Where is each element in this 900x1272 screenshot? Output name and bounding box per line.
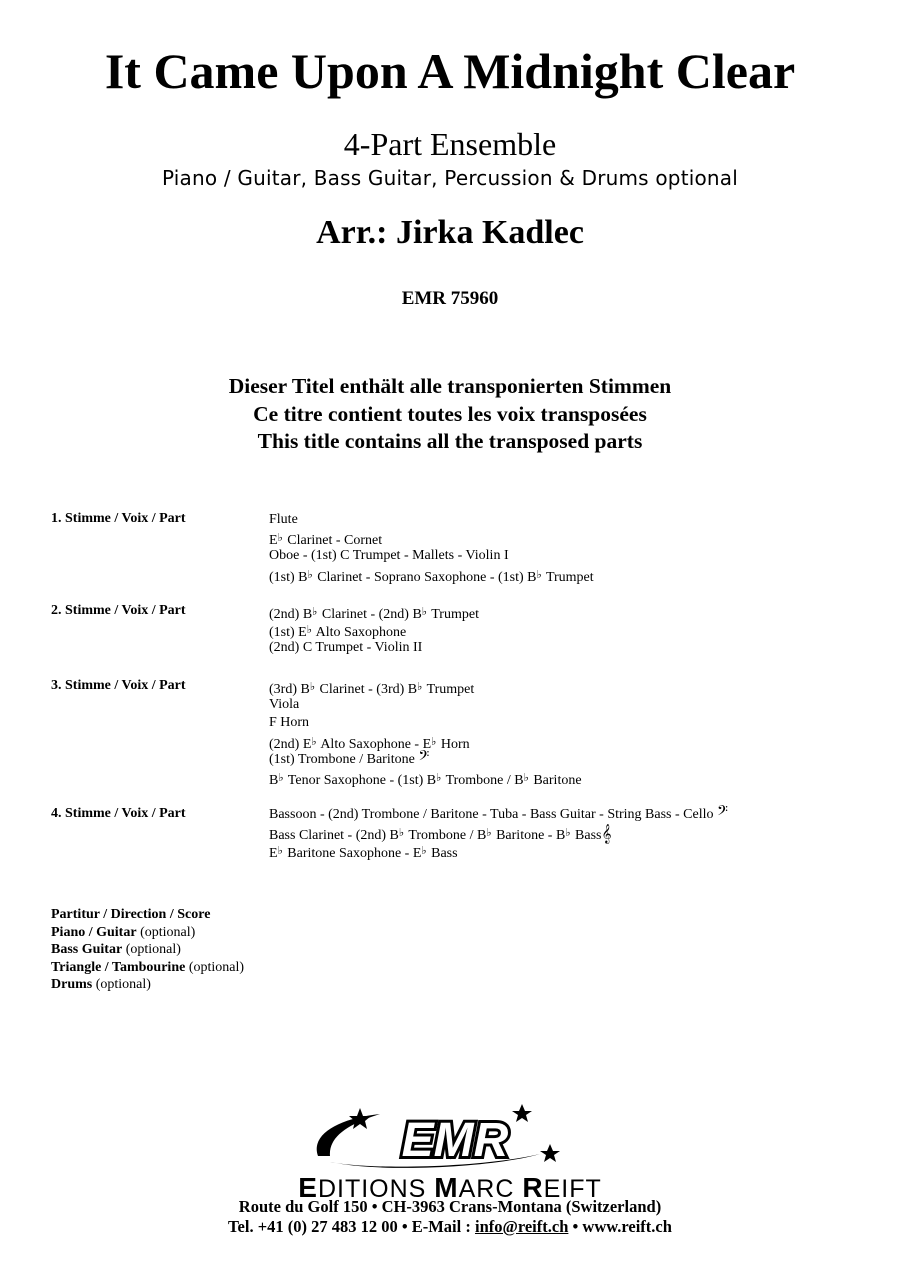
- logo-wordmark: EMR: [401, 1114, 509, 1167]
- logo-swoosh-left: [317, 1114, 380, 1156]
- instrument-line: [269, 511, 594, 529]
- instrument-line: [269, 566, 594, 584]
- flat-sign: ♭: [565, 827, 571, 840]
- flat-sign: ♭: [307, 568, 313, 581]
- part-label: 2. Stimme / Voix / Part: [51, 603, 186, 618]
- catalog-number: EMR 75960: [401, 288, 499, 309]
- part-label: 3. Stimme / Voix / Part: [51, 678, 186, 693]
- instrument-text: Bass Clarinet - (2nd) B: [269, 828, 399, 844]
- transposition-notice: [0, 373, 900, 456]
- instrument-text: Horn: [437, 736, 470, 752]
- publisher-initial: E: [298, 1172, 318, 1203]
- instrument-line: [269, 696, 582, 714]
- contact-website[interactable]: • www.reift.ch: [568, 1217, 672, 1236]
- flat-sign: ♭: [536, 568, 542, 581]
- instrument-text: Baritone Saxophone - E: [283, 846, 422, 862]
- part-instrument-list: [269, 603, 479, 658]
- part-instrument-list: [269, 511, 594, 584]
- instrument-text: E: [269, 533, 278, 549]
- bass-clef-icon: 𝄢: [717, 803, 728, 823]
- flat-sign: ♭: [523, 771, 529, 784]
- instrument-text: B: [269, 772, 279, 788]
- instrument-line: [269, 621, 479, 639]
- instrument-text: Oboe - (1st) C Trumpet - Mallets - Violin I: [269, 548, 509, 564]
- instrument-line: [269, 529, 594, 547]
- flat-sign: ♭: [306, 624, 312, 637]
- instrument-text: (3rd) B: [269, 682, 310, 697]
- instrument-text: (1st) Trombone / Baritone: [269, 751, 419, 767]
- email-link[interactable]: info@reift.ch: [474, 1217, 569, 1236]
- instrument-text: Trumpet: [423, 682, 475, 697]
- ensemble-subtitle: 4-Part Ensemble: [343, 126, 557, 162]
- bass-clef-icon: 𝄢: [418, 747, 430, 768]
- flat-sign: ♭: [311, 735, 317, 748]
- instrument-text: (2nd) E: [269, 736, 312, 752]
- extra-name: Drums: [51, 977, 93, 992]
- instrument-line: [269, 547, 594, 565]
- extra-bass-guitar: [51, 941, 244, 959]
- instrument-text: Clarinet - Soprano Saxophone - (1st) B: [313, 569, 537, 585]
- instrument-line: [269, 603, 479, 621]
- instrument-text: Baritone - B: [492, 828, 566, 844]
- instrument-line: [269, 769, 582, 787]
- instrument-text: Tenor Saxophone - (1st) B: [284, 772, 437, 788]
- instrument-line: [269, 803, 728, 824]
- publisher-contact: [0, 1217, 900, 1237]
- instrument-text: Clarinet - (2nd) B: [318, 607, 422, 622]
- instrument-text: Trombone / B: [405, 828, 487, 844]
- extra-note: (optional): [122, 942, 181, 957]
- instrument-text: (2nd) C Trumpet - Violin II: [269, 640, 423, 656]
- instrument-text: F Horn: [269, 715, 310, 731]
- extra-parts-list: [51, 906, 244, 994]
- notice-german: Dieser Titel enthält alle transponierten Stimmen: [228, 374, 672, 398]
- flat-sign: ♭: [277, 532, 283, 545]
- instrument-text: Alto Saxophone: [312, 625, 407, 641]
- flat-sign: ♭: [278, 771, 284, 784]
- extra-name: Piano / Guitar: [51, 924, 137, 940]
- part-instrument-list: [269, 803, 728, 862]
- extra-triangle-tambourine: [51, 959, 244, 977]
- flat-sign: ♭: [486, 827, 492, 840]
- instrument-text: E: [269, 846, 278, 862]
- instrument-line: [269, 678, 582, 696]
- contact-phone: Tel. +41 (0) 27 483 12 00 • E-Mail :: [228, 1217, 475, 1236]
- extra-name: Bass Guitar: [51, 942, 123, 957]
- instrument-text: Clarinet - (3rd) B: [316, 682, 418, 697]
- logo-star-right: [540, 1144, 560, 1162]
- flat-sign: ♭: [421, 606, 427, 618]
- extra-piano-guitar: [51, 924, 244, 942]
- extra-score: [51, 906, 244, 924]
- instrument-line: [269, 842, 728, 860]
- instrument-line: [269, 747, 582, 769]
- flat-sign: ♭: [436, 771, 442, 784]
- flat-sign: ♭: [431, 735, 437, 748]
- extra-name: Triangle / Tambourine: [51, 959, 186, 975]
- page-title: It Came Upon A Midnight Clear: [104, 43, 796, 99]
- instrument-text: Bassoon - (2nd) Trombone / Baritone - Tuba - Bass Guitar - String Bass - Cello: [269, 807, 717, 822]
- part-instrument-list: [269, 678, 582, 787]
- instrument-text: (1st) E: [269, 625, 307, 641]
- flat-sign: ♭: [421, 845, 427, 858]
- extra-note: (optional): [136, 924, 196, 940]
- publisher-word: EIFT: [543, 1175, 602, 1203]
- publisher-word: DITIONS: [317, 1175, 435, 1203]
- arranger-credit: Arr.: Jirka Kadlec: [316, 214, 584, 251]
- part-label: 4. Stimme / Voix / Part: [51, 806, 186, 821]
- instrument-text: Bass: [571, 828, 602, 844]
- instrument-line: [269, 639, 479, 657]
- logo-star-left: [349, 1108, 371, 1129]
- instrument-text: Viola: [269, 697, 300, 713]
- instrument-text: (1st) B: [269, 569, 308, 585]
- instrument-text: Alto Saxophone - E: [317, 736, 432, 752]
- instrument-text: Bass: [427, 846, 458, 862]
- logo-star-right-top: [512, 1104, 532, 1122]
- publisher-address: Route du Golf 150 • CH-3963 Crans-Montana (Switzerland): [238, 1197, 662, 1216]
- instrument-text: Clarinet - Cornet: [283, 533, 383, 549]
- publisher-initial: M: [434, 1172, 459, 1203]
- treble-clef-icon: 𝄞: [601, 824, 612, 845]
- instrument-text: Flute: [269, 512, 298, 527]
- flat-sign: ♭: [277, 845, 283, 858]
- flat-sign: ♭: [398, 827, 405, 840]
- instrument-text: Baritone: [529, 772, 582, 788]
- instrumentation-line: Piano / Guitar, Bass Guitar, Percussion & Drums optional: [161, 166, 739, 190]
- instrument-text: Trumpet: [428, 607, 479, 622]
- extra-name: Partitur / Direction / Score: [51, 907, 211, 922]
- flat-sign: ♭: [309, 681, 316, 693]
- instrument-text: Trumpet: [542, 569, 594, 585]
- part-label: 1. Stimme / Voix / Part: [51, 511, 186, 526]
- publisher-initial: R: [522, 1172, 544, 1203]
- instrument-line: [269, 714, 582, 732]
- instrument-line: [269, 824, 728, 845]
- extra-drums: [51, 976, 244, 994]
- instrument-text: (2nd) B: [269, 607, 313, 622]
- extra-note: (optional): [92, 977, 151, 992]
- notice-english: This title contains all the transposed parts: [257, 429, 643, 453]
- flat-sign: ♭: [417, 681, 423, 693]
- instrument-text: Trombone / B: [442, 772, 524, 788]
- publisher-word: ARC: [458, 1175, 523, 1203]
- notice-french: Ce titre contient toutes les voix transposées: [253, 401, 647, 426]
- flat-sign: ♭: [312, 606, 318, 618]
- extra-note: (optional): [185, 959, 245, 975]
